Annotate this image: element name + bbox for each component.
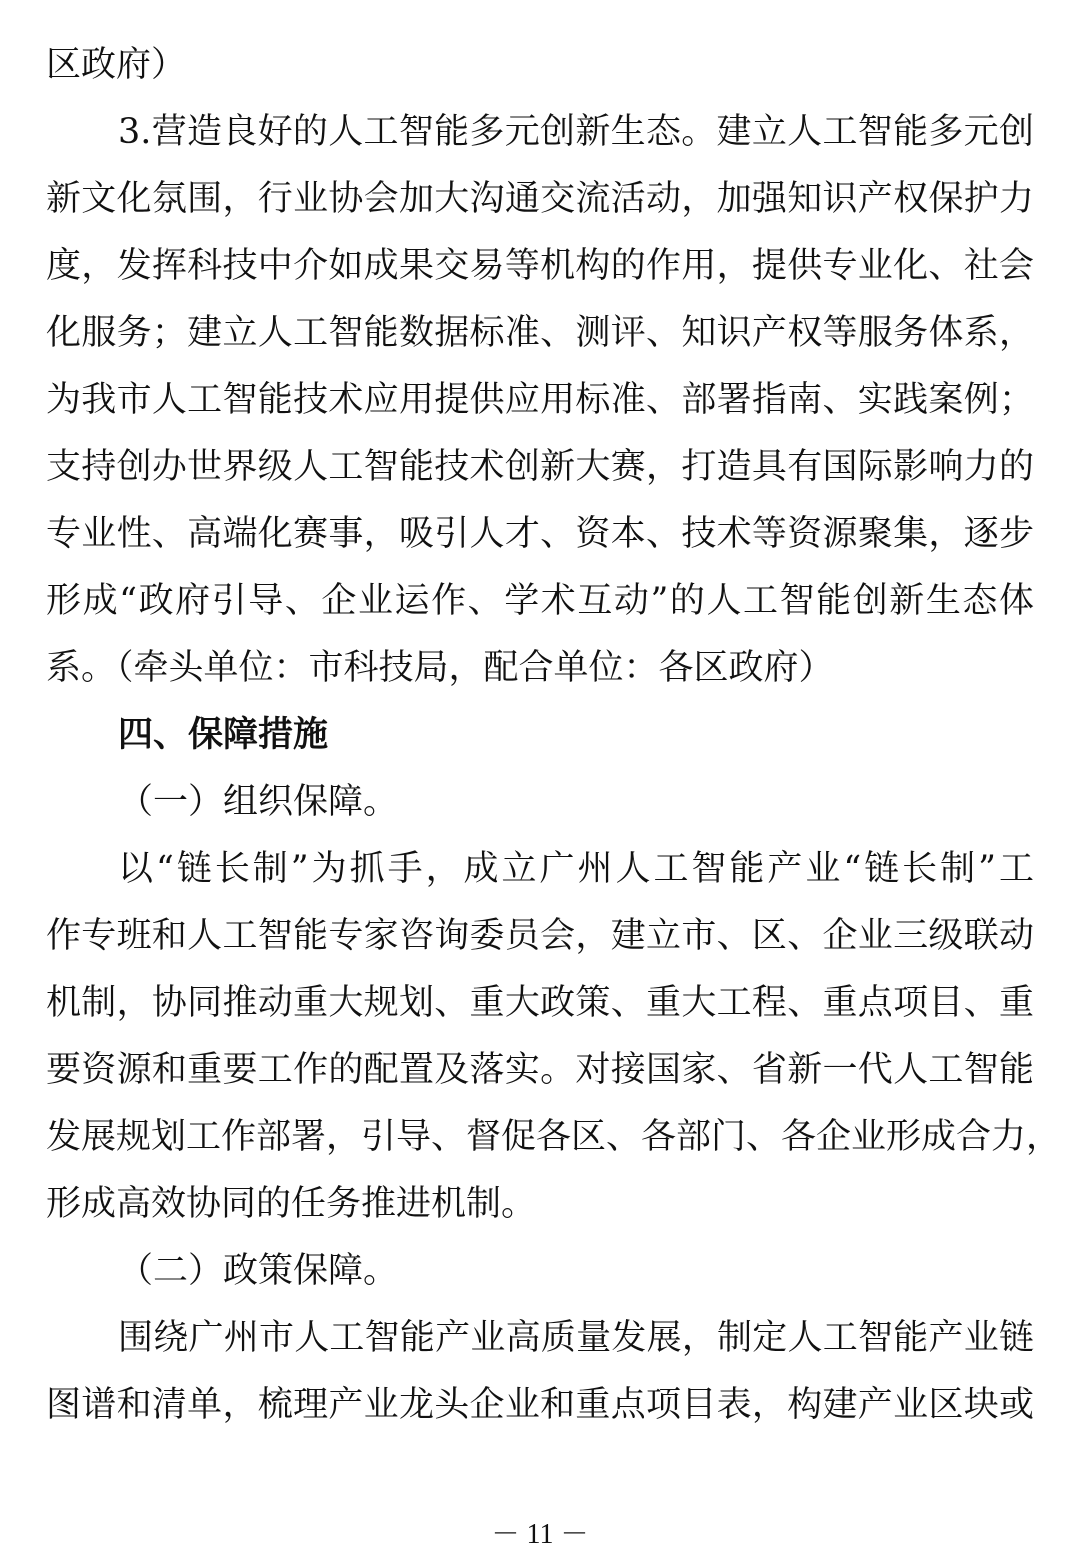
section-heading: 四、保障措施 xyxy=(118,715,329,755)
text-line: 形成高效协同的任务推进机制。 xyxy=(46,1184,537,1224)
text-line: 专业性、高端化赛事，吸引人才、资本、技术等资源聚集，逐步 xyxy=(46,514,1034,554)
text-line: 作专班和人工智能专家咨询委员会，建立市、区、企业三级联动 xyxy=(46,916,1034,956)
text-line: 要资源和重要工作的配置及落实。对接国家、省新一代人工智能 xyxy=(46,1050,1034,1090)
text-line: 为我市人工智能技术应用提供应用标准、部署指南、实践案例； xyxy=(46,380,1034,420)
text-line: 图谱和清单，梳理产业龙头企业和重点项目表，构建产业区块或 xyxy=(46,1385,1034,1425)
text-line: 发展规划工作部署，引导、督促各区、各部门、各企业形成合力， xyxy=(46,1117,1062,1157)
text-line: 支持创办世界级人工智能技术创新大赛，打造具有国际影响力的 xyxy=(46,447,1034,487)
text-line: 形成“政府引导、企业运作、学术互动”的人工智能创新生态体 xyxy=(46,581,1034,621)
text-line: 度，发挥科技中介如成果交易等机构的作用，提供专业化、社会 xyxy=(46,246,1034,286)
text-line: 区政府） xyxy=(46,45,187,85)
paragraph-heading-line: 3.营造良好的人工智能多元创新生态。建立人工智能多元创 xyxy=(118,112,1034,152)
text-line: 化服务；建立人工智能数据标准、测评、知识产权等服务体系， xyxy=(46,313,1034,353)
text-line: 以“链长制”为抓手，成立广州人工智能产业“链长制”工 xyxy=(118,849,1034,889)
text-line: 围绕广州市人工智能产业高质量发展，制定人工智能产业链 xyxy=(118,1318,1034,1358)
subsection-heading: （二）政策保障。 xyxy=(118,1251,399,1291)
subsection-heading: （一）组织保障。 xyxy=(118,782,399,822)
text-line: 系。（牵头单位：市科技局，配合单位：各区政府） xyxy=(46,648,834,688)
text-line: 机制，协同推动重大规划、重大政策、重大工程、重点项目、重 xyxy=(46,983,1034,1023)
page-number: － 11 － xyxy=(491,1519,589,1550)
text-line: 新文化氛围，行业协会加大沟通交流活动，加强知识产权保护力 xyxy=(46,179,1034,219)
